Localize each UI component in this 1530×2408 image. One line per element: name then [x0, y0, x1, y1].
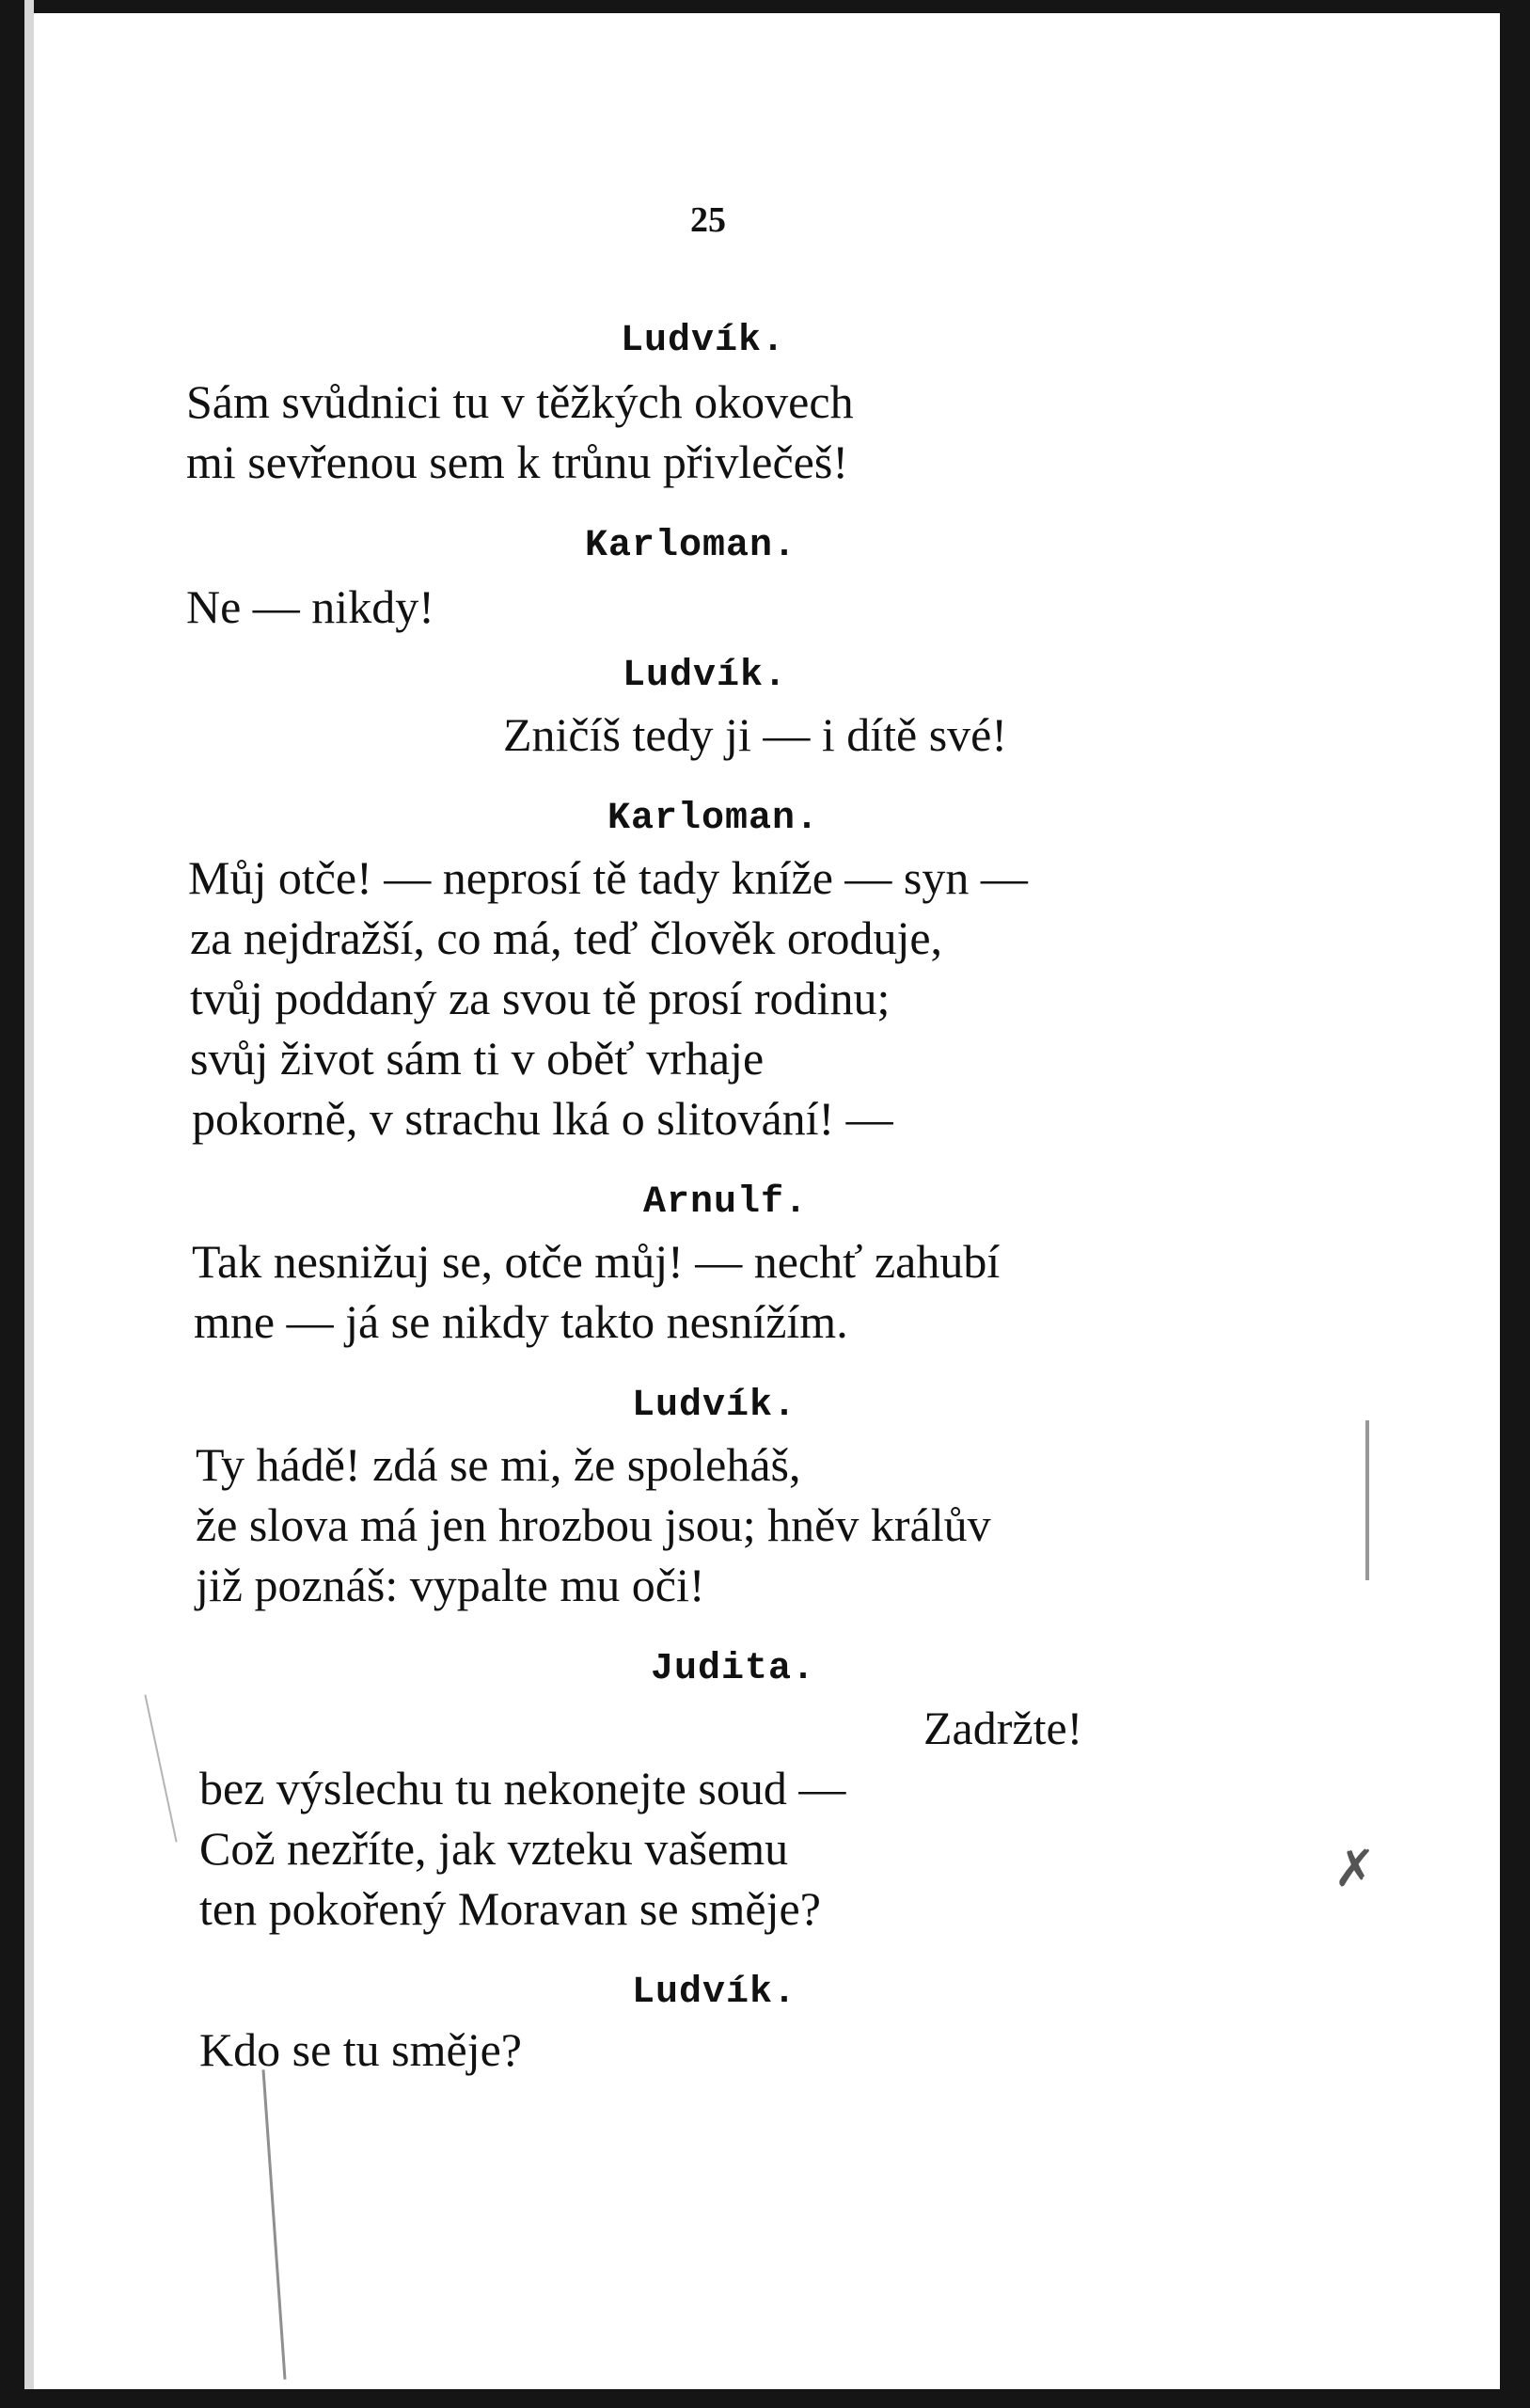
- verse-line: za nejdražší, co má, teď člověk oroduje,: [190, 911, 943, 964]
- speaker-name: Ludvík.: [632, 1385, 797, 1427]
- margin-pencil-line: [261, 2069, 286, 2379]
- scan-border-bottom: [0, 2389, 1530, 2408]
- verse-line: Což nezříte, jak vzteku vašemu: [199, 1822, 789, 1875]
- verse-line: Tak nesnižuj se, otče můj! — nechť zahubí: [192, 1235, 1001, 1288]
- page-number: 25: [690, 200, 726, 240]
- verse-line: mi sevřenou sem k trůnu přivlečeš!: [186, 436, 848, 488]
- verse-line: ten pokořený Moravan se směje?: [199, 1882, 821, 1935]
- speaker-name: Ludvík.: [632, 1972, 797, 2014]
- verse-line: Zadržte!: [923, 1702, 1083, 1754]
- verse-line: mne — já se nikdy takto nesnížím.: [194, 1295, 848, 1348]
- scan-border-left: [0, 0, 24, 2408]
- speaker-name: Karloman.: [585, 525, 797, 567]
- verse-line: Můj otče! — neprosí tě tady kníže — syn —: [188, 851, 1028, 904]
- verse-line: svůj život sám ti v oběť vrhaje: [190, 1032, 765, 1085]
- verse-line: tvůj poddaný za svou tě prosí rodinu;: [190, 972, 891, 1024]
- verse-line: Ty hádě! zdá se mi, že spoleháš,: [196, 1438, 801, 1491]
- margin-pencil-line: [1365, 1420, 1369, 1580]
- verse-line: že slova má jen hrozbou jsou; hněv králův: [196, 1498, 991, 1551]
- verse-line: Zničíš tedy ji — i dítě své!: [503, 708, 1008, 761]
- speaker-name: Ludvík.: [623, 655, 788, 697]
- verse-line: již poznáš: vypalte mu oči!: [196, 1559, 705, 1611]
- margin-pencil-cross: ✗: [1333, 1839, 1377, 1898]
- verse-line: pokorně, v strachu lká o slitování! —: [192, 1092, 893, 1145]
- scan-border-right: [1500, 0, 1530, 2408]
- verse-line: Ne — nikdy!: [186, 580, 434, 633]
- verse-line: bez výslechu tu nekonejte soud —: [199, 1762, 846, 1814]
- margin-pencil-line: [144, 1695, 177, 1843]
- speaker-name: Ludvík.: [621, 320, 786, 362]
- page-gutter: [24, 0, 34, 2408]
- speaker-name: Judita.: [651, 1648, 816, 1690]
- verse-line: Sám svůdnici tu v těžkých okovech: [186, 375, 854, 428]
- scan-border-top: [0, 0, 1530, 13]
- speaker-name: Arnulf.: [643, 1181, 809, 1224]
- speaker-name: Karloman.: [607, 798, 820, 840]
- verse-line: Kdo se tu směje?: [199, 2023, 522, 2076]
